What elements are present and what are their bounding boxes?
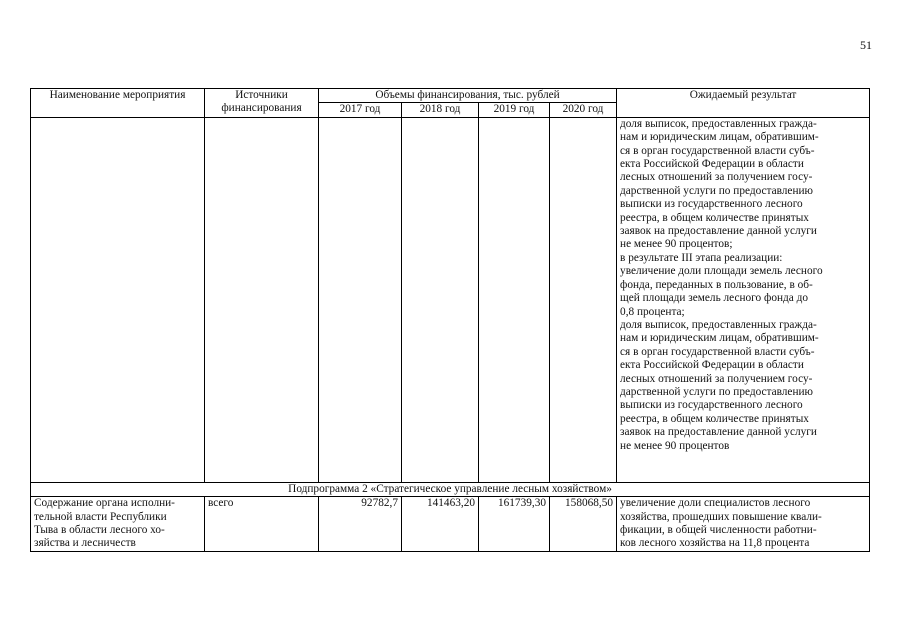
result-line: нам и юридическим лицам, обратившим- (620, 131, 819, 144)
row-result-line: увеличение доли специалистов лесного (620, 497, 811, 510)
result-line: екта Российской Федерации в области (620, 359, 804, 372)
result-line: доля выписок, предоставленных гражда- (620, 318, 817, 331)
continuation-2020-cell (550, 117, 617, 482)
result-line: реестра, в общем количестве принятых (620, 211, 809, 224)
continuation-result-cell (617, 117, 870, 482)
result-line: дарственной услуги по предоставлению (620, 385, 813, 398)
result-line: не менее 90 процентов; (620, 238, 733, 251)
row-value-2020: 158068,50 (550, 497, 617, 552)
continuation-row (31, 117, 870, 482)
continuation-2018-cell (402, 117, 479, 482)
header-year-2017: 2017 год (319, 103, 402, 117)
result-line: ся в орган государственной власти субъ- (620, 144, 815, 157)
result-line: екта Российской Федерации в области (620, 158, 804, 171)
header-year-2020: 2020 год (550, 103, 617, 117)
result-line: ся в орган государственной власти субъ- (620, 345, 815, 358)
result-line: щей площади земель лесного фонда до (620, 292, 809, 305)
subprogram-title: Подпрограмма 2 «Стратегическое управление лесным хозяйством» (31, 482, 870, 496)
result-line: лесных отношений за получением госу- (620, 372, 813, 385)
row-name-cell (31, 497, 205, 552)
page-number: 51 (860, 38, 872, 52)
result-line: увеличение доли площади земель лесного (620, 265, 823, 278)
header-name: Наименование мероприятия (31, 89, 205, 118)
result-line: лесных отношений за получением госу- (620, 171, 813, 184)
header-year-2018: 2018 год (402, 103, 479, 117)
continuation-name-cell (31, 117, 205, 482)
header-volumes: Объемы финансирования, тыс. рублей (319, 89, 617, 103)
header-sources: Источники финансирования (205, 89, 319, 118)
continuation-2019-cell (479, 117, 550, 482)
header-year-2019: 2019 год (479, 103, 550, 117)
row-name-line: Содержание органа исполни- (34, 497, 175, 510)
header-row-1 (31, 89, 870, 103)
table-row (31, 497, 870, 552)
continuation-source-cell (205, 117, 319, 482)
result-line: доля выписок, предоставленных гражда- (620, 117, 817, 130)
result-line: не менее 90 процентов (620, 439, 730, 452)
row-value-2017: 92782,7 (319, 497, 402, 552)
result-line: 0,8 процента; (620, 305, 685, 318)
continuation-2017-cell (319, 117, 402, 482)
result-line: заявок на предоставление данной услуги (620, 225, 817, 238)
row-result-cell (617, 497, 870, 552)
row-source-cell: всего (205, 497, 319, 552)
result-line: в результате III этапа реализации: (620, 251, 783, 264)
header-result: Ожидаемый результат (617, 89, 870, 118)
row-result-line: хозяйства, прошедших повышение квали- (620, 510, 822, 523)
row-result-line: ков лесного хозяйства на 11,8 процента (620, 537, 810, 550)
result-line: дарственной услуги по предоставлению (620, 184, 813, 197)
row-name-line: зяйства и лесничеств (34, 537, 136, 550)
row-name-line: тельной власти Республики (34, 510, 167, 523)
result-line: реестра, в общем количестве принятых (620, 412, 809, 425)
result-line: нам и юридическим лицам, обратившим- (620, 332, 819, 345)
result-line: заявок на предоставление данной услуги (620, 426, 817, 439)
row-value-2018: 141463,20 (402, 497, 479, 552)
row-value-2019: 161739,30 (479, 497, 550, 552)
result-line: выписки из государственного лесного (620, 198, 803, 211)
subprogram-row (31, 482, 870, 496)
row-result-line: фикации, в общей численности работни- (620, 524, 817, 537)
row-name-line: Тыва в области лесного хо- (34, 524, 165, 537)
result-line: выписки из государственного лесного (620, 399, 803, 412)
financing-table (30, 88, 870, 552)
result-line: фонда, переданных в пользование, в об- (620, 278, 813, 291)
